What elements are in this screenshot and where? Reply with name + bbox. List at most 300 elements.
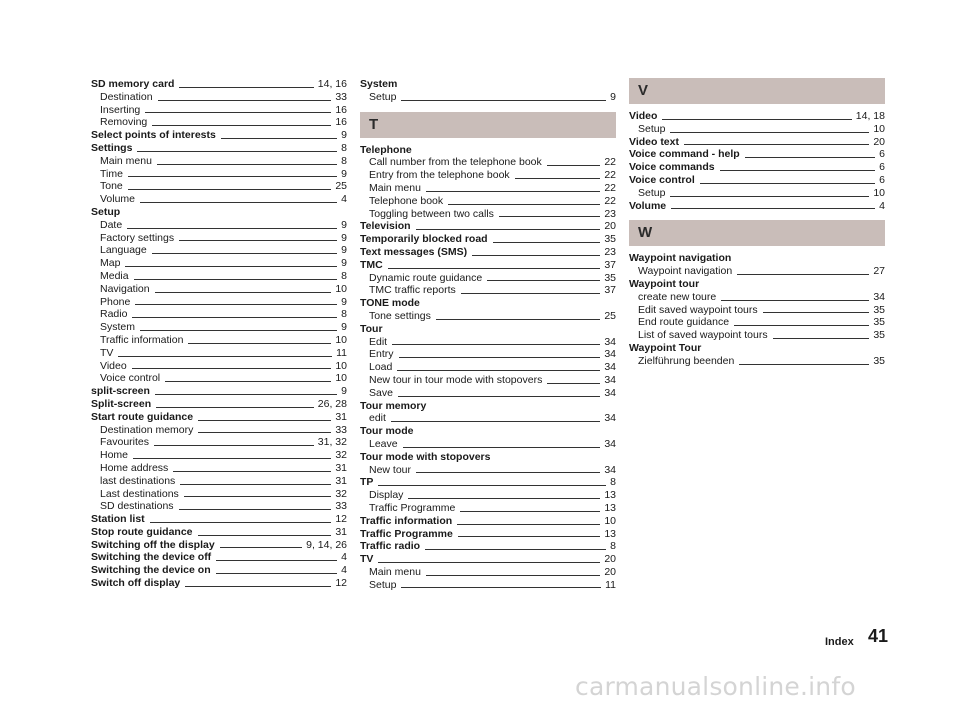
entry-term: Select points of interests xyxy=(91,129,216,142)
index-subentry[interactable] xyxy=(360,438,616,451)
index-entry[interactable] xyxy=(360,425,616,438)
entry-term: Setup xyxy=(369,90,397,103)
entry-page-ref: 22 xyxy=(604,194,616,207)
dot-leader xyxy=(721,300,869,301)
dot-leader xyxy=(739,364,869,365)
dot-leader xyxy=(152,125,331,126)
entry-page-ref: 9 xyxy=(341,167,347,180)
index-subentry[interactable] xyxy=(360,579,616,592)
dot-leader xyxy=(128,176,337,177)
entry-page-ref: 35 xyxy=(873,329,885,342)
dot-leader xyxy=(401,587,601,588)
dot-leader xyxy=(671,208,875,209)
dot-leader xyxy=(416,229,601,230)
entry-term: Tone xyxy=(100,180,123,193)
entry-term: TV xyxy=(360,553,374,566)
entry-term: Zielführung beenden xyxy=(638,354,735,367)
entry-term: Radio xyxy=(100,308,128,321)
dot-leader xyxy=(184,496,332,497)
entry-term: Split-screen xyxy=(91,397,152,410)
index-subentry[interactable] xyxy=(91,449,347,462)
entry-term: Video xyxy=(629,110,658,122)
dot-leader xyxy=(515,178,601,179)
dot-leader xyxy=(403,447,601,448)
entry-term: Tour mode with stopovers xyxy=(360,450,491,463)
entry-term: Telephone xyxy=(360,143,412,156)
dot-leader xyxy=(457,524,600,525)
entry-term: Traffic Programme xyxy=(369,501,456,514)
index-subentry[interactable] xyxy=(91,436,347,449)
entry-term: Traffic information xyxy=(360,514,453,527)
dot-leader xyxy=(134,279,338,280)
dot-leader xyxy=(416,472,600,473)
index-subentry[interactable] xyxy=(91,180,347,193)
index-subentry[interactable] xyxy=(91,283,347,296)
entry-term: Text messages (SMS) xyxy=(360,245,468,258)
dot-leader xyxy=(150,522,332,523)
entry-page-ref: 23 xyxy=(604,245,616,258)
index-subentry[interactable] xyxy=(360,272,616,285)
entry-page-ref: 14, 16 xyxy=(317,78,347,90)
entry-page-ref: 33 xyxy=(335,423,347,436)
index-subentry[interactable] xyxy=(360,489,616,502)
letter-section-header: V xyxy=(629,78,885,104)
dot-leader xyxy=(547,165,601,166)
index-entry[interactable] xyxy=(360,297,616,310)
entry-term: Station list xyxy=(91,513,145,526)
entry-page-ref: 20 xyxy=(873,135,885,148)
entry-term: TV xyxy=(100,346,114,359)
index-subentry[interactable] xyxy=(91,308,347,321)
index-entry[interactable] xyxy=(91,539,347,552)
dot-leader xyxy=(127,228,337,229)
index-column-1 xyxy=(91,78,347,590)
entry-term: Tone settings xyxy=(369,309,431,322)
dot-leader xyxy=(198,420,331,421)
entry-page-ref: 26, 28 xyxy=(317,397,347,410)
entry-term: Entry from the telephone book xyxy=(369,169,510,182)
entry-page-ref: 10 xyxy=(873,122,885,135)
entry-term: Setup xyxy=(91,205,121,218)
entry-term: Setup xyxy=(369,578,397,591)
dot-leader xyxy=(684,144,869,145)
index-subentry[interactable] xyxy=(629,123,885,136)
entry-page-ref: 37 xyxy=(604,284,616,297)
entry-term: Date xyxy=(100,218,123,231)
dot-leader xyxy=(220,547,302,548)
index-subentry[interactable] xyxy=(91,296,347,309)
index-subentry[interactable] xyxy=(360,566,616,579)
index-entry[interactable] xyxy=(360,553,616,566)
entry-page-ref: 34 xyxy=(604,437,616,450)
entry-page-ref: 10 xyxy=(604,514,616,527)
entry-term: Traffic radio xyxy=(360,540,421,553)
entry-page-ref: 12 xyxy=(335,577,347,590)
entry-term: Removing xyxy=(100,116,148,129)
entry-page-ref: 8 xyxy=(341,141,347,154)
index-subentry[interactable] xyxy=(360,361,616,374)
entry-term: Map xyxy=(100,257,121,270)
entry-page-ref: 31 xyxy=(335,474,347,487)
index-subentry[interactable] xyxy=(629,265,885,278)
footer-page-number: 41 xyxy=(868,626,889,646)
entry-term: Switching off the display xyxy=(91,538,215,551)
entry-page-ref: 12 xyxy=(335,513,347,526)
dot-leader xyxy=(662,119,851,120)
entry-page-ref: 25 xyxy=(335,180,347,193)
index-subentry[interactable] xyxy=(360,208,616,221)
entry-term: Navigation xyxy=(100,282,150,295)
entry-term: Tour memory xyxy=(360,399,427,412)
watermark-text: carmanualsonline.info xyxy=(575,672,856,701)
dot-leader xyxy=(154,445,314,446)
entry-page-ref: 20 xyxy=(604,565,616,578)
entry-term: Tour xyxy=(360,322,383,335)
entry-page-ref: 10 xyxy=(335,372,347,385)
entry-term: Television xyxy=(360,220,411,233)
entry-term: Waypoint Tour xyxy=(629,341,702,354)
entry-term: Display xyxy=(369,489,404,502)
entry-term: Entry xyxy=(369,348,394,361)
index-entry[interactable] xyxy=(629,110,885,123)
entry-page-ref: 34 xyxy=(604,348,616,361)
index-entry[interactable] xyxy=(360,78,616,91)
index-subentry[interactable] xyxy=(629,329,885,342)
entry-page-ref: 34 xyxy=(604,463,616,476)
entry-term: Stop route guidance xyxy=(91,525,193,538)
dot-leader xyxy=(118,356,332,357)
index-entry[interactable] xyxy=(360,246,616,259)
entry-term: Volume xyxy=(100,193,136,206)
index-subentry[interactable] xyxy=(91,257,347,270)
index-subentry[interactable] xyxy=(360,195,616,208)
index-subentry[interactable] xyxy=(91,334,347,347)
entry-page-ref: 6 xyxy=(879,173,885,186)
entry-term: List of saved waypoint tours xyxy=(638,329,768,342)
entry-term: Edit xyxy=(369,335,388,348)
dot-leader xyxy=(132,368,332,369)
dot-leader xyxy=(132,317,337,318)
entry-term: Video text xyxy=(629,135,679,148)
entry-page-ref: 35 xyxy=(604,271,616,284)
dot-leader xyxy=(458,536,601,537)
index-entry[interactable] xyxy=(360,540,616,553)
index-subentry[interactable] xyxy=(91,321,347,334)
index-subentry[interactable] xyxy=(91,116,347,129)
entry-term: Telephone book xyxy=(369,194,444,207)
index-entry[interactable] xyxy=(91,78,347,91)
entry-term: TMC traffic reports xyxy=(369,284,456,297)
dot-leader xyxy=(378,485,606,486)
index-subentry[interactable] xyxy=(91,270,347,283)
index-entry[interactable] xyxy=(360,220,616,233)
index-entry[interactable] xyxy=(91,526,347,539)
entry-term: Voice control xyxy=(100,372,161,385)
index-entry[interactable] xyxy=(629,278,885,291)
index-entry[interactable] xyxy=(360,400,616,413)
index-entry[interactable] xyxy=(629,252,885,265)
dot-leader xyxy=(461,293,601,294)
index-subentry[interactable] xyxy=(91,500,347,513)
entry-page-ref: 9 xyxy=(341,295,347,308)
index-subentry[interactable] xyxy=(360,182,616,195)
dot-leader xyxy=(221,138,337,139)
index-subentry[interactable] xyxy=(91,155,347,168)
index-subentry[interactable] xyxy=(91,347,347,360)
entry-term: Save xyxy=(369,386,393,399)
entry-term: SD destinations xyxy=(100,500,174,513)
index-subentry[interactable] xyxy=(91,168,347,181)
entry-page-ref: 11 xyxy=(605,578,616,591)
entry-page-ref: 8 xyxy=(610,476,616,489)
entry-term: Last destinations xyxy=(100,487,179,500)
index-entry[interactable] xyxy=(360,259,616,272)
entry-term: New tour in tour mode with stopovers xyxy=(369,373,543,386)
entry-page-ref: 16 xyxy=(335,103,347,116)
entry-term: Destination memory xyxy=(100,423,194,436)
entry-term: Media xyxy=(100,269,129,282)
entry-term: Waypoint navigation xyxy=(638,265,733,278)
entry-page-ref: 10 xyxy=(335,333,347,346)
dot-leader xyxy=(426,191,600,192)
entry-page-ref: 9 xyxy=(341,244,347,257)
entry-page-ref: 32 xyxy=(335,487,347,500)
dot-leader xyxy=(125,266,337,267)
dot-leader xyxy=(700,183,875,184)
index-entry[interactable] xyxy=(360,233,616,246)
entry-page-ref: 35 xyxy=(604,233,616,246)
dot-leader xyxy=(388,268,601,269)
entry-page-ref: 14, 18 xyxy=(855,110,885,122)
entry-page-ref: 9 xyxy=(341,321,347,334)
index-entry[interactable] xyxy=(629,342,885,355)
index-subentry[interactable] xyxy=(360,387,616,400)
index-entry[interactable] xyxy=(629,136,885,149)
dot-leader xyxy=(399,357,601,358)
index-entry[interactable] xyxy=(91,385,347,398)
dot-leader xyxy=(425,549,606,550)
dot-leader xyxy=(179,240,337,241)
dot-leader xyxy=(155,394,337,395)
entry-term: edit xyxy=(369,412,386,425)
index-entry[interactable] xyxy=(360,515,616,528)
entry-term: Voice command - help xyxy=(629,148,740,161)
entry-term: SD memory card xyxy=(91,78,175,90)
entry-page-ref: 27 xyxy=(873,265,885,278)
entry-page-ref: 4 xyxy=(341,551,347,564)
index-subentry[interactable] xyxy=(360,284,616,297)
index-subentry[interactable] xyxy=(91,244,347,257)
index-subentry[interactable] xyxy=(360,348,616,361)
entry-term: Traffic information xyxy=(100,333,184,346)
entry-page-ref: 9 xyxy=(341,257,347,270)
entry-page-ref: 34 xyxy=(604,373,616,386)
entry-page-ref: 22 xyxy=(604,169,616,182)
entry-page-ref: 10 xyxy=(335,282,347,295)
index-entry[interactable] xyxy=(629,148,885,161)
index-entry[interactable] xyxy=(91,577,347,590)
entry-page-ref: 25 xyxy=(604,309,616,322)
dot-leader xyxy=(179,87,313,88)
index-subentry[interactable] xyxy=(360,464,616,477)
entry-term: Factory settings xyxy=(100,231,175,244)
index-subentry[interactable] xyxy=(629,187,885,200)
dot-leader xyxy=(185,586,331,587)
dot-leader xyxy=(180,484,331,485)
index-entry[interactable] xyxy=(91,411,347,424)
entry-page-ref: 11 xyxy=(336,346,347,359)
entry-page-ref: 4 xyxy=(879,199,885,212)
entry-page-ref: 6 xyxy=(879,161,885,174)
dot-leader xyxy=(135,304,337,305)
dot-leader xyxy=(720,170,876,171)
entry-term: Main menu xyxy=(369,181,421,194)
dot-leader xyxy=(392,344,600,345)
entry-page-ref: 9 xyxy=(341,231,347,244)
dot-leader xyxy=(391,421,600,422)
index-subentry[interactable] xyxy=(91,360,347,373)
index-entry[interactable] xyxy=(629,174,885,187)
dot-leader xyxy=(156,407,314,408)
index-subentry[interactable] xyxy=(629,304,885,317)
entry-term: Time xyxy=(100,167,123,180)
index-entry[interactable] xyxy=(629,161,885,174)
index-entry[interactable] xyxy=(91,142,347,155)
entry-term: Volume xyxy=(629,199,667,212)
dot-leader xyxy=(436,319,600,320)
dot-leader xyxy=(499,216,600,217)
index-entry[interactable] xyxy=(91,206,347,219)
index-entry[interactable] xyxy=(360,323,616,336)
entry-term: Switching the device off xyxy=(91,551,212,564)
entry-page-ref: 31 xyxy=(335,525,347,538)
entry-term: Call number from the telephone book xyxy=(369,156,542,169)
entry-page-ref: 20 xyxy=(604,220,616,233)
dot-leader xyxy=(152,253,337,254)
index-column-2 xyxy=(360,78,616,591)
index-subentry[interactable] xyxy=(360,412,616,425)
entry-page-ref: 13 xyxy=(604,527,616,540)
dot-leader xyxy=(198,535,332,536)
entry-page-ref: 9 xyxy=(341,129,347,142)
entry-page-ref: 8 xyxy=(341,269,347,282)
index-subentry[interactable] xyxy=(360,156,616,169)
entry-term: Waypoint tour xyxy=(629,277,700,290)
entry-page-ref: 32 xyxy=(335,449,347,462)
index-subentry[interactable] xyxy=(360,310,616,323)
index-subentry[interactable] xyxy=(91,462,347,475)
dot-leader xyxy=(137,151,337,152)
dot-leader xyxy=(401,100,606,101)
entry-term: Load xyxy=(369,361,393,374)
entry-page-ref: 8 xyxy=(341,308,347,321)
index-subentry[interactable] xyxy=(360,374,616,387)
entry-page-ref: 31, 32 xyxy=(317,436,347,449)
entry-page-ref: 33 xyxy=(335,90,347,103)
index-subentry[interactable] xyxy=(360,169,616,182)
dot-leader xyxy=(188,343,331,344)
index-subentry[interactable] xyxy=(91,424,347,437)
dot-leader xyxy=(145,112,331,113)
entry-term: Phone xyxy=(100,295,131,308)
index-subentry[interactable] xyxy=(629,355,885,368)
entry-term: TMC xyxy=(360,258,383,271)
index-subentry[interactable] xyxy=(91,488,347,501)
entry-term: Main menu xyxy=(369,565,421,578)
entry-page-ref: 22 xyxy=(604,181,616,194)
index-subentry[interactable] xyxy=(360,91,616,104)
index-entry[interactable] xyxy=(360,451,616,464)
entry-term: last destinations xyxy=(100,474,176,487)
dot-leader xyxy=(448,204,600,205)
index-subentry[interactable] xyxy=(360,502,616,515)
index-subentry[interactable] xyxy=(629,316,885,329)
index-entry[interactable] xyxy=(629,200,885,213)
index-subentry[interactable] xyxy=(91,104,347,117)
index-entry[interactable] xyxy=(360,476,616,489)
dot-leader xyxy=(216,560,337,561)
dot-leader xyxy=(670,196,869,197)
entry-page-ref: 6 xyxy=(879,148,885,161)
index-column-3 xyxy=(629,78,885,368)
entry-page-ref: 4 xyxy=(341,193,347,206)
index-entry[interactable] xyxy=(91,551,347,564)
index-subentry[interactable] xyxy=(629,291,885,304)
entry-term: End route guidance xyxy=(638,316,730,329)
dot-leader xyxy=(745,157,875,158)
index-entry[interactable] xyxy=(91,564,347,577)
index-entry[interactable] xyxy=(91,129,347,142)
dot-leader xyxy=(670,132,869,133)
index-subentry[interactable] xyxy=(91,219,347,232)
index-subentry[interactable] xyxy=(91,232,347,245)
index-subentry[interactable] xyxy=(91,372,347,385)
entry-term: Edit saved waypoint tours xyxy=(638,303,758,316)
entry-term: Video xyxy=(100,359,127,372)
dot-leader xyxy=(173,471,331,472)
entry-page-ref: 10 xyxy=(873,186,885,199)
index-entry[interactable] xyxy=(91,398,347,411)
entry-page-ref: 37 xyxy=(604,258,616,271)
index-subentry[interactable] xyxy=(91,193,347,206)
entry-page-ref: 9, 14, 26 xyxy=(306,538,347,551)
dot-leader xyxy=(133,458,331,459)
dot-leader xyxy=(378,562,600,563)
dot-leader xyxy=(426,575,600,576)
entry-term: Voice control xyxy=(629,173,695,186)
entry-term: System xyxy=(360,78,398,90)
index-entry[interactable] xyxy=(91,513,347,526)
entry-term: TONE mode xyxy=(360,297,420,310)
index-entry[interactable] xyxy=(360,144,616,157)
entry-page-ref: 35 xyxy=(873,303,885,316)
index-subentry[interactable] xyxy=(91,475,347,488)
dot-leader xyxy=(216,573,338,574)
entry-page-ref: 33 xyxy=(335,500,347,513)
entry-page-ref: 34 xyxy=(873,290,885,303)
letter-section-header: W xyxy=(629,220,885,246)
entry-page-ref: 35 xyxy=(873,354,885,367)
index-subentry[interactable] xyxy=(91,91,347,104)
entry-page-ref: 16 xyxy=(335,116,347,129)
dot-leader xyxy=(140,202,337,203)
entry-page-ref: 34 xyxy=(604,335,616,348)
index-subentry[interactable] xyxy=(360,336,616,349)
entry-term: Settings xyxy=(91,141,133,154)
entry-page-ref: 34 xyxy=(604,386,616,399)
index-entry[interactable] xyxy=(360,528,616,541)
entry-page-ref: 22 xyxy=(604,156,616,169)
